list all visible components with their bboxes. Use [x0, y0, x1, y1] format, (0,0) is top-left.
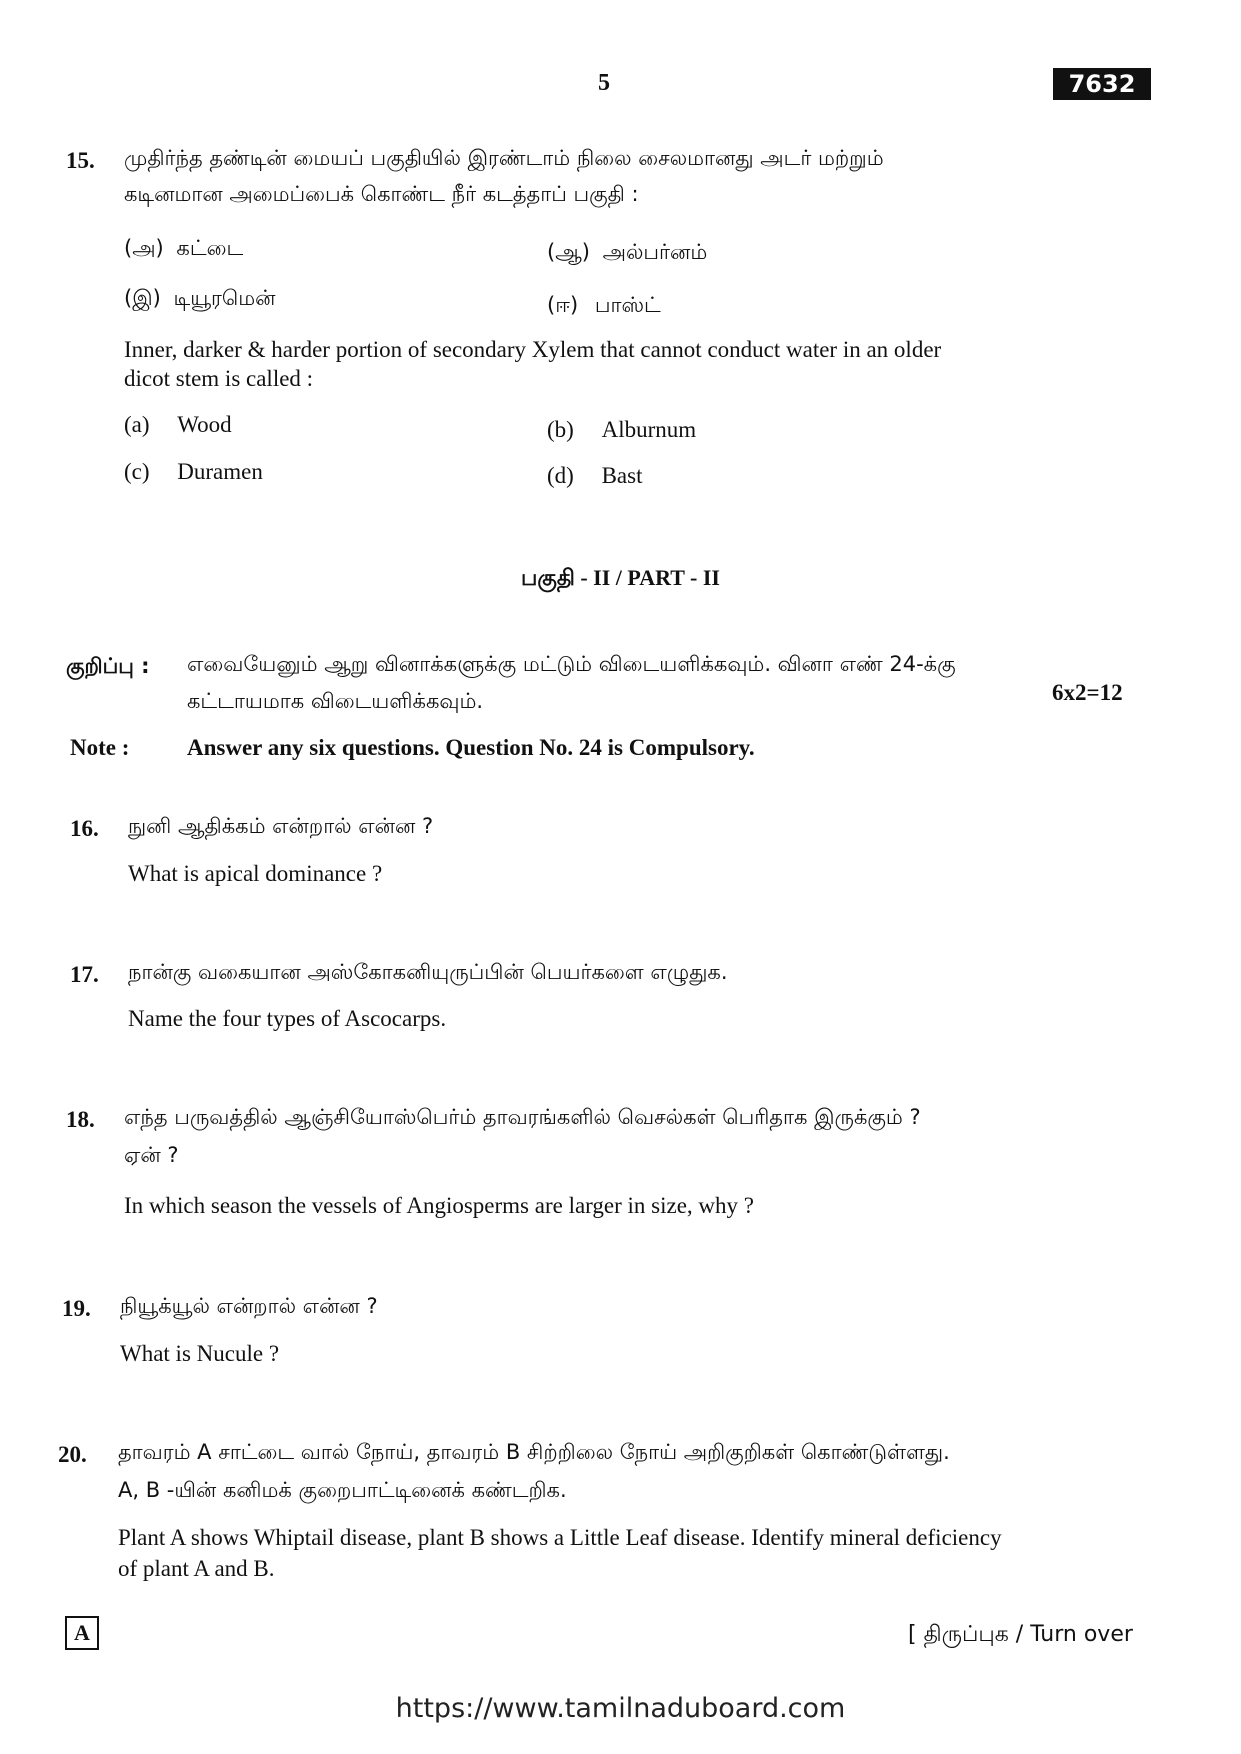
option-label: (d)	[547, 463, 574, 488]
paper-code-badge: 7632	[1053, 68, 1151, 100]
option-text: பாஸ்ட்	[594, 293, 661, 317]
question-tamil: நியூக்யூல் என்றால் என்ன ?	[120, 1294, 378, 1318]
option-english-a	[124, 412, 232, 438]
option-english-d	[547, 463, 642, 489]
question-english-line: dicot stem is called :	[124, 366, 314, 391]
option-text: Alburnum	[601, 417, 697, 442]
series-letter-box: A	[65, 1616, 99, 1650]
note-english: Answer any six questions. Question No. 24 is Compulsory.	[187, 735, 755, 760]
option-text: Wood	[177, 412, 232, 437]
question-english: In which season the vessels of Angiosperms are larger in size, why ?	[124, 1193, 754, 1218]
question-number: 15.	[66, 148, 95, 173]
question-number: 20.	[58, 1442, 87, 1467]
option-tamil-i	[124, 286, 276, 313]
question-number: 18.	[66, 1107, 95, 1132]
option-label: (இ)	[124, 286, 161, 310]
turn-over-label: [ திருப்புக / Turn over	[908, 1622, 1133, 1647]
option-label: (ஆ)	[547, 240, 590, 264]
note-label-english: Note :	[70, 735, 130, 760]
section-heading	[0, 565, 1241, 594]
section-heading-english: - II / PART - II	[574, 565, 720, 590]
question-number: 19.	[62, 1296, 91, 1321]
question-english-line-2: of plant A and B.	[118, 1556, 275, 1581]
option-text: Bast	[601, 463, 643, 488]
question-tamil: தாவரம் A சாட்டை வால் நோய், தாவரம் B சிற்றிலை நோய் அறிகுறிகள் கொண்டுள்ளது.	[118, 1440, 950, 1464]
option-label: (அ)	[124, 236, 164, 260]
note-label-tamil: குறிப்பு :	[66, 654, 150, 678]
option-label: (a)	[124, 412, 150, 437]
marks-allocation: 6x2=12	[1052, 680, 1123, 705]
option-label: (b)	[547, 417, 574, 442]
option-label: (c)	[124, 459, 150, 484]
question-tamil-line: முதிர்ந்த தண்டின் மையப் பகுதியில் இரண்டாம் நிலை சைலமானது அடர் மற்றும்	[124, 146, 884, 170]
option-tamil-aa	[547, 240, 707, 267]
option-text: கட்டை	[176, 236, 244, 260]
question-number: 16.	[70, 816, 99, 841]
question-tamil: எந்த பருவத்தில் ஆஞ்சியோஸ்பெர்ம் தாவரங்களில் வெசல்கள் பெரிதாக இருக்கும் ?	[124, 1105, 921, 1129]
question-english: Name the four types of Ascocarps.	[128, 1006, 447, 1031]
section-heading-tamil: பகுதி	[521, 566, 575, 591]
option-text: Duramen	[177, 459, 263, 484]
option-english-c	[124, 459, 263, 485]
option-tamil-a	[124, 236, 243, 263]
question-tamil-line: கடினமான அமைப்பைக் கொண்ட நீர் கடத்தாப் பகுதி :	[124, 182, 639, 206]
note-tamil-line: கட்டாயமாக விடையளிக்கவும்.	[187, 689, 484, 713]
option-tamil-ii	[547, 293, 661, 320]
option-english-b	[547, 417, 696, 443]
question-number: 17.	[70, 962, 99, 987]
option-text: அல்பர்னம்	[602, 240, 708, 264]
source-url: https://www.tamilnaduboard.com	[395, 1693, 846, 1724]
question-english: What is apical dominance ?	[128, 861, 383, 886]
question-tamil: நான்கு வகையான அஸ்கோகனியுருப்பின் பெயர்களை எழுதுக.	[128, 960, 728, 984]
page-number: 5	[598, 70, 610, 96]
question-english: What is Nucule ?	[120, 1341, 280, 1366]
question-tamil-line-2: ஏன் ?	[124, 1143, 179, 1167]
question-english-line: Inner, darker & harder portion of secondary Xylem that cannot conduct water in an older	[124, 337, 942, 362]
question-english: Plant A shows Whiptail disease, plant B shows a Little Leaf disease. Identify mineral deficiency	[118, 1525, 1002, 1550]
option-text: டியூரமென்	[173, 286, 276, 310]
note-tamil-line: எவையேனும் ஆறு வினாக்களுக்கு மட்டும் விடையளிக்கவும். வினா எண் 24-க்கு	[187, 652, 956, 676]
question-tamil: நுனி ஆதிக்கம் என்றால் என்ன ?	[128, 814, 434, 838]
option-label: (ஈ)	[547, 293, 579, 317]
question-tamil-line-2: A, B -யின் கனிமக் குறைபாட்டினைக் கண்டறிக.	[118, 1478, 567, 1502]
